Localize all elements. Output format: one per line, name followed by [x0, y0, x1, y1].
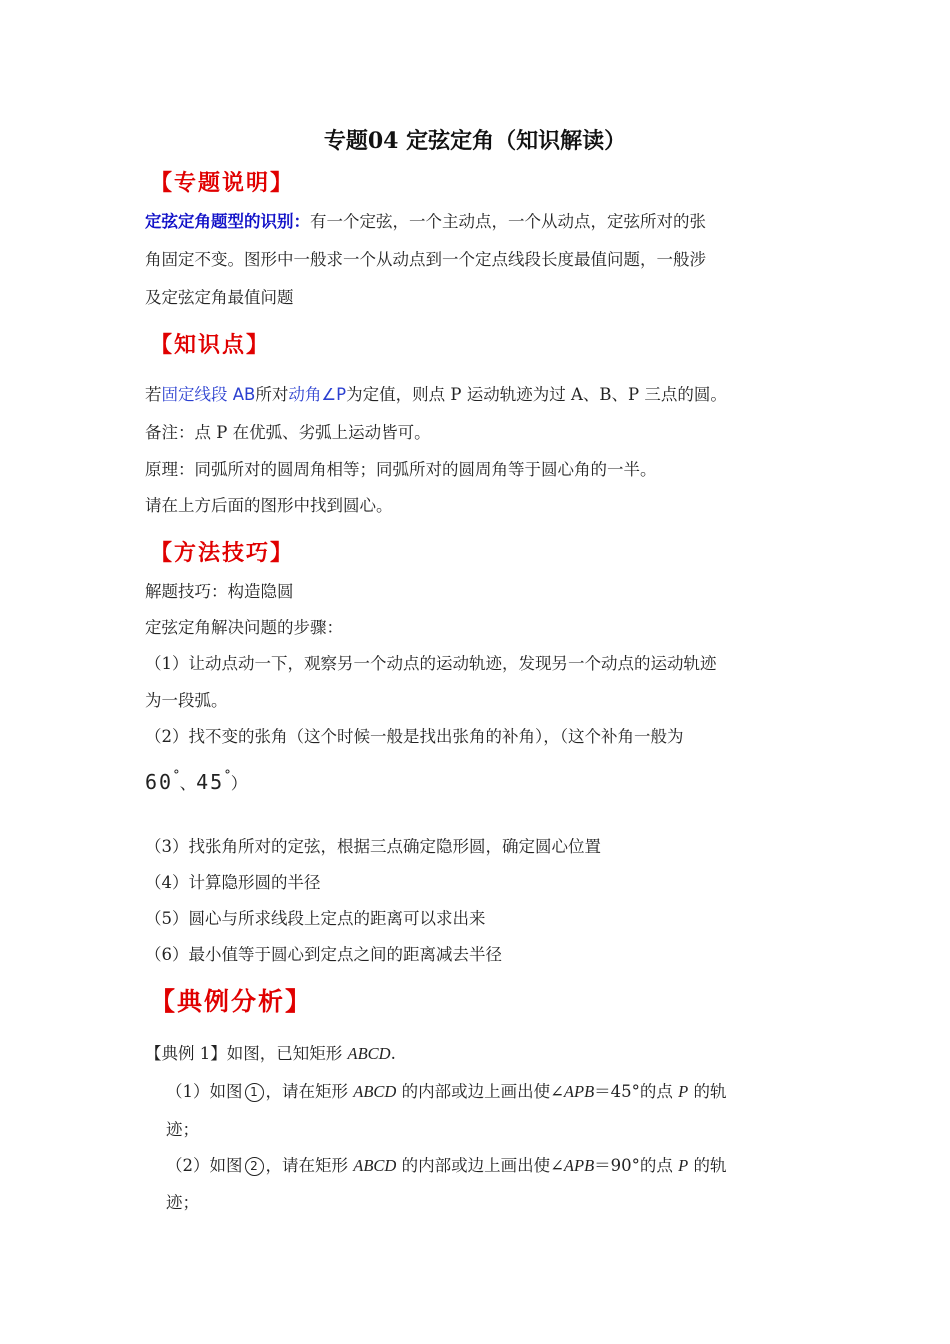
- section-heading-knowledge: 【知识点】: [150, 332, 271, 358]
- method-line-5: （2）找不变的张角（这个时候一般是找出张角的补角），（这个补角一般为: [145, 727, 684, 746]
- moving-angle-p: 动角∠P: [288, 385, 347, 404]
- circled-number-2: 2: [245, 1157, 264, 1176]
- method-line-10: （6）最小值等于圆心到定点之间的距离减去半径: [145, 945, 502, 964]
- method-line-2: 定弦定角解决问题的步骤：: [145, 618, 343, 637]
- section-heading-topic-description: 【专题说明】: [150, 170, 295, 196]
- fixed-segment-ab: 固定线段 AB: [161, 385, 256, 404]
- section-heading-examples: 【典例分析】: [150, 987, 313, 1016]
- method-line-3: （1）让动点动一下，观察另一个动点的运动轨迹，发现另一个动点的运动轨迹: [145, 654, 717, 673]
- method-line-7: （3）找张角所对的定弦，根据三点确定隐形圆，确定圆心位置: [145, 837, 601, 856]
- example-1-question-1-tail: 迹；: [166, 1120, 199, 1139]
- intro-line-1: 定弦定角题型的识别：有一个定弦，一个主动点，一个从动点，定弦所对的张: [145, 212, 706, 231]
- knowledge-line-2: 备注：点 P 在优弧、劣弧上运动皆可。: [145, 423, 431, 442]
- intro-line-3: 及定弦定角最值问题: [145, 288, 294, 307]
- intro-label: 定弦定角题型的识别：: [145, 212, 310, 231]
- method-line-6: 60°、45°）: [145, 768, 248, 794]
- knowledge-line-4: 请在上方后面的图形中找到圆心。: [145, 496, 393, 515]
- example-1-question-2: （2）如图 2 ，请在矩形 ABCD 的内部或边上画出使∠APB＝90°的点 P 的轨: [166, 1156, 727, 1175]
- page-title: 专题04 定弦定角（知识解读）: [323, 128, 627, 154]
- example-1-question-2-tail: 迹；: [166, 1193, 199, 1212]
- knowledge-line-3: 原理：同弧所对的圆周角相等；同弧所对的圆周角等于圆心角的一半。: [145, 460, 657, 479]
- example-1-heading: 【典例 1】如图，已知矩形 ABCD.: [145, 1044, 396, 1063]
- method-line-1: 解题技巧：构造隐圆: [145, 582, 294, 601]
- intro-line-2: 角固定不变。图形中一般求一个从动点到一个定点线段长度最值问题，一般涉: [145, 250, 706, 269]
- section-heading-methods: 【方法技巧】: [150, 540, 295, 566]
- knowledge-line-1: 若固定线段 AB所对动角∠P为定值，则点 P 运动轨迹为过 A、B、P 三点的圆。: [145, 385, 727, 404]
- method-line-9: （5）圆心与所求线段上定点的距离可以求出来: [145, 909, 486, 928]
- method-line-4: 为一段弧。: [145, 691, 228, 710]
- circled-number-1: 1: [245, 1083, 264, 1102]
- example-1-question-1: （1）如图 1 ，请在矩形 ABCD 的内部或边上画出使∠APB＝45°的点 P 的轨: [166, 1082, 727, 1101]
- method-line-8: （4）计算隐形圆的半径: [145, 873, 321, 892]
